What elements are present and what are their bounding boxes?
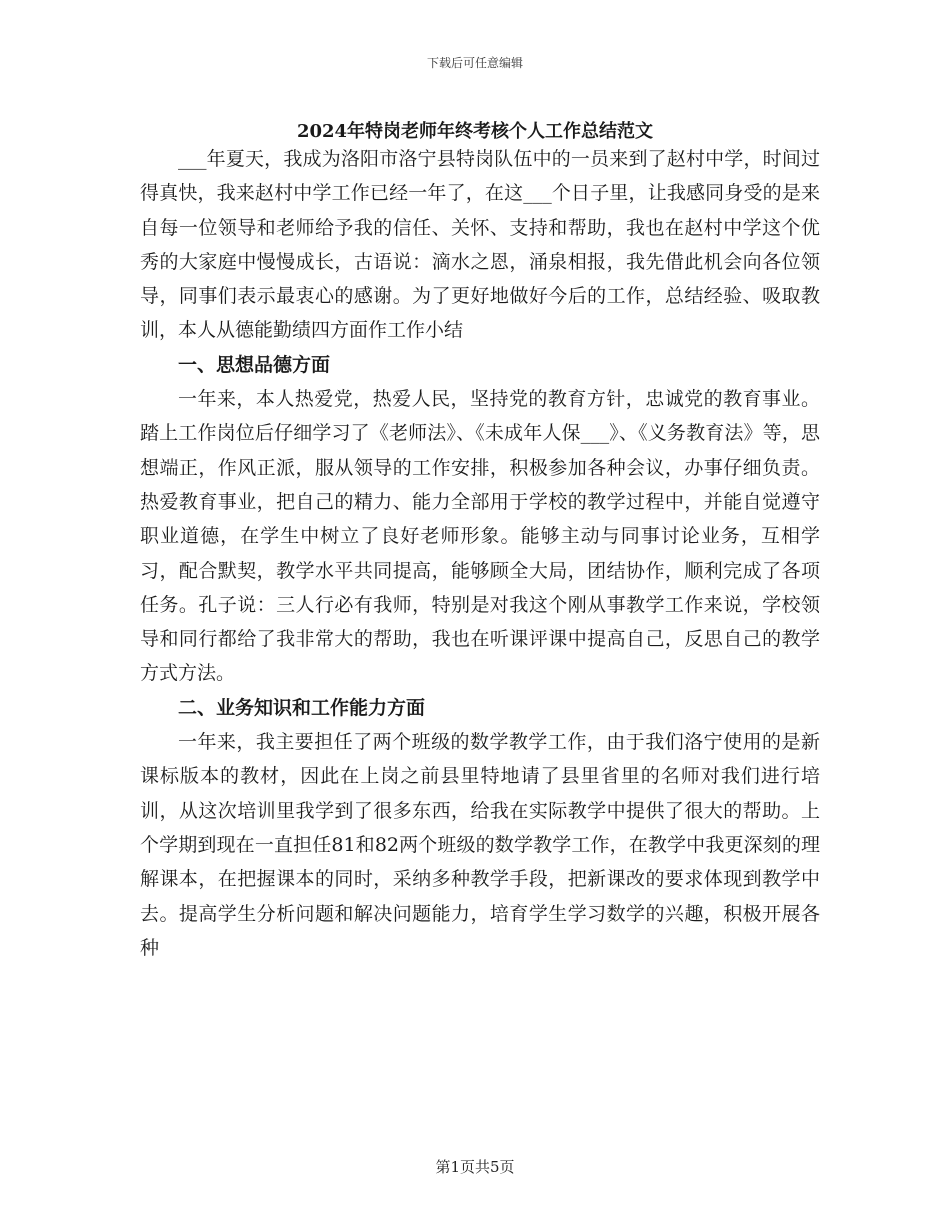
paragraph-intro: ___年夏天，我成为洛阳市洛宁县特岗队伍中的一员来到了赵村中学，时间过得真快，我来赵村中学工作已经一年了，在这___个日子里，让我感同身受的是来自每一位领导和老师给予我的信任、关怀、支持和帮助，我也在赵村中学这个优秀的大家庭中慢慢成长，古语说：滴水之恩，涌泉相报，我先借此机会向各位领导，同事们表示最衷心的感谢。为了更好地做好今后的工作，总结经验、吸取教训，本人从德能勤绩四方面作工作小结 bbox=[140, 148, 820, 342]
paragraph-professional: 一年来，我主要担任了两个班级的数学教学工作，由于我们洛宁使用的是新课标版本的教材，因此在上岗之前县里特地请了县里省里的名师对我们进行培训，从这次培训里我学到了很多东西，给我在实际教学中提供了很大的帮助。上个学期到现在一直担任81和82两个班级的数学教学工作，在教学中我更深刻的理解课本，在把握课本的同时，采纳多种教学手段，把新课改的要求体现到教学中去。提高学生分析问题和解决问题能力，培育学生学习数学的兴趣，积极开展各种 bbox=[140, 731, 820, 959]
section-heading-ideology: 一、思想品德方面 bbox=[178, 353, 331, 376]
paragraph-ideology: 一年来，本人热爱党，热爱人民，坚持党的教育方针，忠诚党的教育事业。踏上工作岗位后仔细学习了《老师法》、《未成年人保___》、《义务教育法》等，思想端正，作风正派，服从领导的工作安排，积极参加各种会议，办事仔细负责。热爱教育事业，把自己的精力、能力全部用于学校的教学过程中，并能自觉遵守职业道德，在学生中树立了良好老师形象。能够主动与同事讨论业务，互相学习，配合默契，教学水平共同提高，能够顾全大局，团结协作，顺利完成了各项任务。孔子说：三人行必有我师，特别是对我这个刚从事教学工作来说，学校领导和同行都给了我非常大的帮助，我也在听课评课中提高自己，反思自己的教学方式方法。 bbox=[140, 388, 820, 685]
header-note: 下载后可任意编辑 bbox=[426, 56, 523, 70]
document-body bbox=[140, 142, 820, 965]
page-number: 第1页共5页 bbox=[435, 1158, 515, 1176]
section-heading-professional: 二、业务知识和工作能力方面 bbox=[178, 696, 426, 719]
document-title: 2024年特岗老师年终考核个人工作总结范文 bbox=[296, 121, 654, 142]
